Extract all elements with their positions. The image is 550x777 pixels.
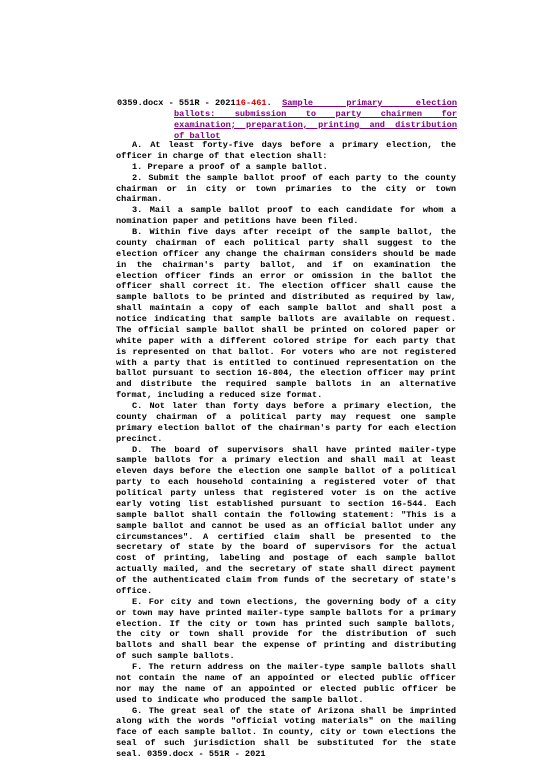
paragraph-f: F. The return address on the mailer-type sample ballots shall not contain the name of an appointed or elected public officer nor may the name of an appointed or elected public officer be used to indicate who produced the sample ballot. — [116, 662, 456, 705]
paragraph-c: C. Not later than forty days before a primary election, the county chairman of a political party may request one sample primary election ballot of the chairman's party for each election precinct. — [116, 401, 456, 444]
heading-title-continued — [117, 109, 457, 142]
section-heading-full — [117, 98, 457, 142]
paragraph-d: D. The board of supervisors shall have printed mailer-type sample ballots for a primary election and shall mail at least eleven days before the election one sample ballot of a political party to each household containing a registered voter of that political party unless that registered voter is on the active early voting list established pursuant to section 16-544. Each sample ballot shall contain the following statement: "This is a sample ballot and cannot be used as an official ballot under any circumstances". A certified claim shall be presented to the secretary of state by the board of supervisors for the actual cost of printing, labeling and postage of each sample ballot actually mailed, and the secretary of state shall direct payment of the authenticated claim from funds of the secretary of state's office. — [116, 444, 456, 596]
heading-citation — [117, 98, 282, 109]
item-1: 1. Prepare a proof of a sample ballot. — [132, 161, 328, 172]
paragraph-g: G. The great seal of the state of Arizona shall be imprinted along with the words "official voting materials" on the mailing face of each sample ballot. In county, city or town elections the seal of such jurisdiction shall be substituted for the state seal. 0359.docx - 551R - 2021 — [116, 705, 456, 759]
heading-title-line: Sample primary election — [282, 98, 457, 108]
heading-title-line: of ballot — [174, 130, 221, 141]
paragraph-a: A. At least forty-five days before a primary election, the officer in charge of that election shall: — [116, 140, 456, 161]
heading-section-number: 16-461 — [235, 98, 267, 108]
heading-dot: . — [266, 98, 272, 108]
item-2: 2. Submit the sample ballot proof of each party to the county chairman or in city or town primaries to the city or town chairman. — [116, 172, 456, 205]
paragraph-b: B. Within five days after receipt of the sample ballot, the county chairman of each political party shall suggest to the election officer any change the chairman considers should be made in the chairman's party ballot, and if on examination the election officer finds an error or omission in the ballot the officer shall correct it. The election officer shall cause the sample ballots to be printed and distributed as required by law, shall maintain a copy of each sample ballot and shall post a notice indicating that sample ballots are available on request. The official sample ballot shall be printed on colored paper or white paper with a different colored stripe for each party that is represented on that ballot. For voters who are not registered with a party that is entitled to continued representation on the ballot pursuant to section 16-804, the election officer may print and distribute the required sample ballots in an alternative format, including a reduced size format. — [116, 227, 456, 401]
statute-body — [116, 140, 456, 760]
item-3: 3. Mail a sample ballot proof to each candidate for whom a nomination paper and petitions have been filed. — [116, 205, 456, 227]
heading-title-line: ballots: submission to party chairmen for — [174, 108, 457, 119]
heading-citation-text: 0359.docx - 551R - 2021 — [117, 98, 236, 108]
paragraph-e: E. For city and town elections, the governing body of a city or town may have printed mailer-type sample ballots for a primary election. If the city or town has printed such sample ballots, the city or town shall provide for the distribution of such ballots and shall bear the expense of printing and distributing of such sample ballots. — [116, 596, 456, 662]
heading-title-line: examination; preparation, printing and distribution — [174, 119, 457, 130]
heading-title — [282, 98, 457, 109]
